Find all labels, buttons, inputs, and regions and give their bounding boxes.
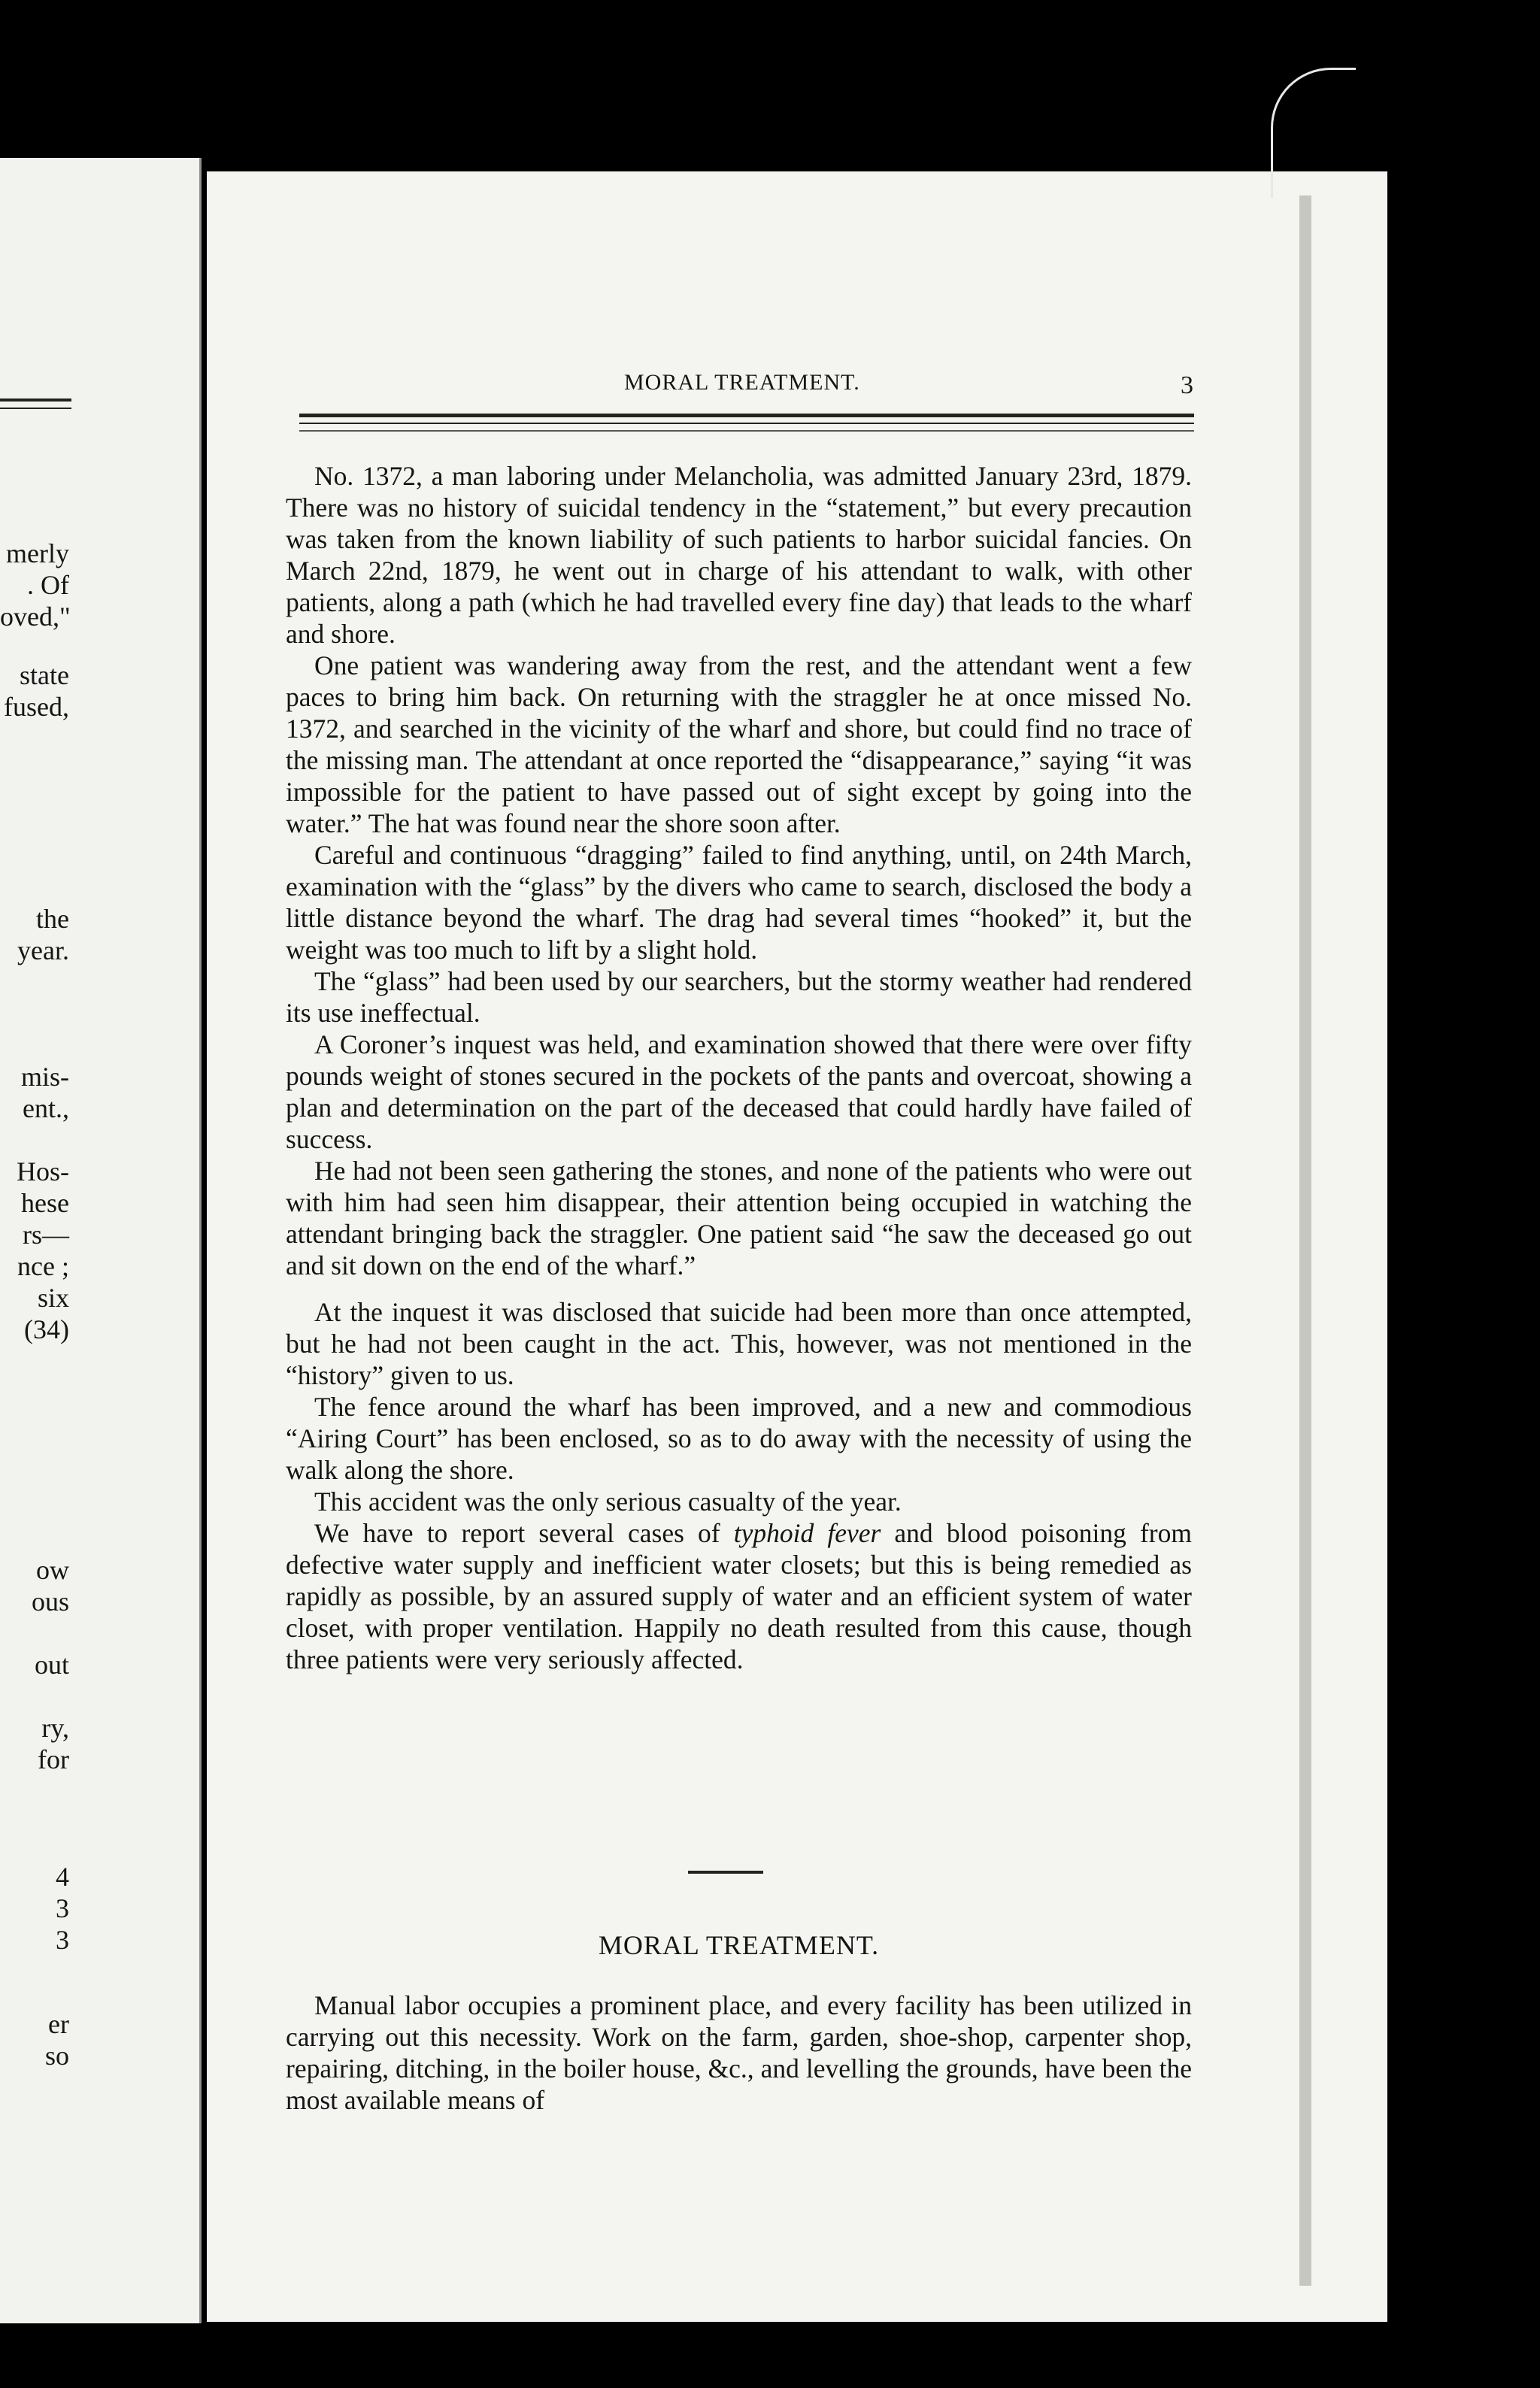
left-page-fragment-text: ous: [31, 1586, 69, 1617]
left-page-rule: [0, 408, 71, 409]
left-page-rule: [0, 399, 71, 402]
thread-decoration: [1271, 68, 1356, 198]
left-page-fragment-text: mis-: [20, 1062, 69, 1092]
section-divider: [688, 1871, 763, 1874]
left-page-fragment-text: state: [20, 660, 69, 690]
paragraph: One patient was wandering away from the rest, and the attendant went a few paces to bring him back. On returning with the straggler he at once missed No. 1372, and searched in the vicinity of the wharf and shore, but could find no trace of the missing man. The attendant at once reported the “disappearance,” saying “it was impossible for the patient to have passed out of sight except by going into the water.” The hat was found near the shore soon after.: [286, 650, 1192, 838]
left-page-fragment-text: (34): [24, 1314, 69, 1344]
left-page-fragment-text: oved,": [0, 602, 71, 632]
paragraph: This accident was the only serious casualty of the year.: [314, 1486, 902, 1517]
header-rule: [299, 423, 1194, 424]
section-text: [286, 1989, 1192, 2116]
left-page-fragment-text: fused,: [4, 692, 69, 722]
paragraph: At the inquest it was disclosed that suicide had been more than once attempted, but he had not been caught in the act. This, however, was not mentioned in the “history” given to us.: [286, 1297, 1192, 1390]
paragraph: Careful and continuous “dragging” failed to find anything, until, on 24th March, examination with the “glass” by the divers who came to search, disclosed the body a little distance beyond the wharf. The drag had several times “hooked” it, but the weight was too much to lift by a slight hold.: [286, 840, 1192, 965]
left-page-fragment-text: ow: [36, 1555, 69, 1585]
paragraph: No. 1372, a man laboring under Melancholia, was admitted January 23rd, 1879. There was no history of suicidal tendency in the “statement,” but every precaution was taken from the known liability of such patients to harbor suicidal fancies. On March 22nd, 1879, he went out in charge of his attendant to walk, with other patients, along a path (which he had travelled every fine day) that leads to the wharf and shore.: [286, 461, 1192, 649]
left-page-fragment-text: nce ;: [17, 1251, 69, 1281]
left-page-fragment-text: so: [44, 2041, 69, 2071]
page-number: 3: [1181, 371, 1193, 399]
paragraph: The fence around the wharf has been improved, and a new and commodious “Airing Court” has been enclosed, so as to do away with the necessity of using the walk along the shore.: [286, 1392, 1192, 1485]
paragraph: Manual labor occupies a prominent place, and every facility has been utilized in carrying out this necessity. Work on the farm, garden, shoe-shop, carpenter shop, repairing, ditching, in the boiler house, &c., and levelling the grounds, have been the most available means of: [286, 1990, 1192, 2115]
running-head: MORAL TREATMENT.: [624, 370, 860, 395]
left-page-fragment-text: year.: [17, 935, 69, 965]
left-page-fragment-text: the: [36, 904, 69, 934]
left-page-fragment-text: rs—: [23, 1220, 69, 1250]
left-page-fragment-text: for: [38, 1744, 69, 1774]
paragraph-typhoid: [286, 1517, 1192, 1675]
left-page-fragment-text: Hos-: [17, 1156, 69, 1186]
left-page-fragment-text: merly: [6, 538, 69, 568]
paragraph: The “glass” had been used by our searchers, but the stormy weather had rendered its use ineffectual.: [286, 966, 1192, 1028]
typhoid-italic: typhoid fever: [733, 1518, 881, 1548]
left-page-fragment-text: hese: [21, 1188, 69, 1218]
left-page-fragment-text: ry,: [41, 1713, 69, 1743]
paragraph: He had not been seen gathering the stones, and none of the patients who were out with him had seen him disappear, their attention being occupied in watching the attendant bringing back the straggler. One patient said “he saw the deceased go out and sit down on the end of the wharf.”: [286, 1156, 1192, 1280]
page-edge: [1299, 195, 1311, 2286]
left-page-fragment-text: ent.,: [23, 1093, 69, 1123]
typhoid-text-before: We have to report several cases of: [314, 1518, 734, 1548]
header-rule: [299, 430, 1194, 432]
section-heading: MORAL TREATMENT.: [598, 1930, 880, 1960]
main-text: [286, 460, 1192, 1675]
left-page-fragment-text: 3: [56, 1893, 69, 1923]
typhoid-text-after: and blood poisoning from defective water supply and inefficient water closets; but this is being remedied as rapidly as possible, by an assured supply of water and an efficient system of water closet, with proper ventilation. Happily no death resulted from this cause, though three patients were very seriously affected.: [286, 1518, 1192, 1674]
left-page-fragment-text: er: [48, 2009, 69, 2039]
left-page-fragment-text: 4: [56, 1862, 69, 1892]
header-rule: [299, 414, 1194, 417]
paragraph: A Coroner’s inquest was held, and examination showed that there were over fifty pounds weight of stones secured in the pockets of the pants and overcoat, showing a plan and determination on the part of the deceased that could hardly have failed of success.: [286, 1029, 1192, 1154]
left-page-fragment-text: . Of: [27, 570, 69, 600]
left-page-fragment-text: out: [34, 1650, 69, 1680]
left-page-fragment-text: 3: [56, 1925, 69, 1955]
left-page-fragment-text: six: [37, 1283, 69, 1313]
